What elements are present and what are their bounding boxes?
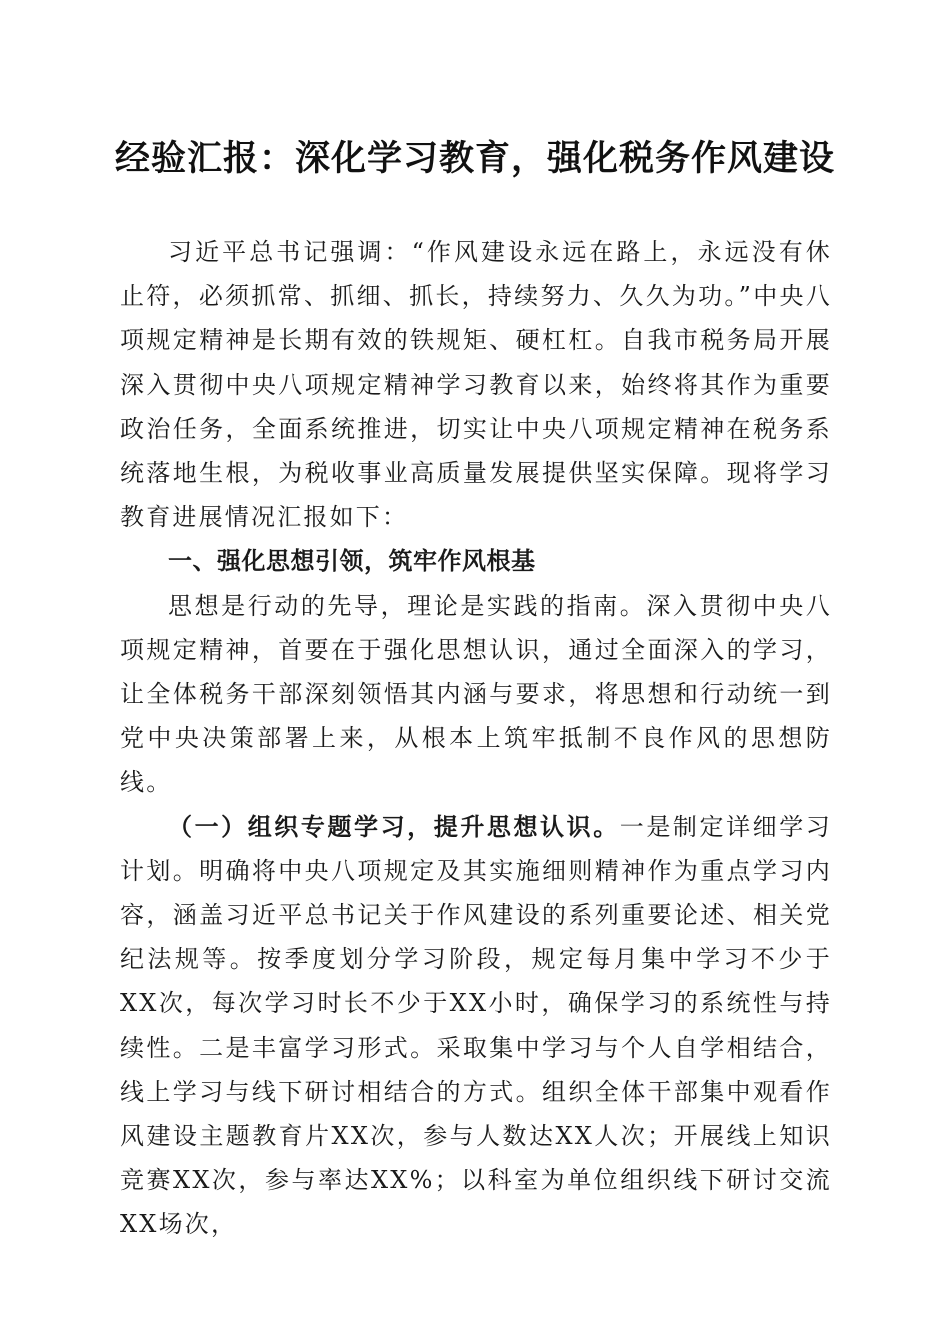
- intro-paragraph: 习近平总书记强调：“作风建设永远在路上，永远没有休止符，必须抓常、抓细、抓长，持续努力、久久为功。”中央八项规定精神是长期有效的铁规矩、硬杠杠。自我市税务局开展深入贯彻中央八项规定精神学习教育以来，始终将其作为重要政治任务，全面系统推进，切实让中央八项规定精神在税务系统落地生根，为税收事业高质量发展提供坚实保障。现将学习教育进展情况汇报如下：: [120, 238, 832, 532]
- document-body: [120, 230, 832, 1247]
- section-1-paragraph: 思想是行动的先导，理论是实践的指南。深入贯彻中央八项规定精神，首要在于强化思想认识，通过全面深入的学习，让全体税务干部深刻领悟其内涵与要求，将思想和行动统一到党中央决策部署上来，从根本上筑牢抵制不良作风的思想防线。: [120, 591, 832, 797]
- subsection-1-text: 一是制定详细学习计划。明确将中央八项规定及其实施细则精神作为重点学习内容，涵盖习近平总书记关于作风建设的系列重要论述、相关党纪法规等。按季度划分学习阶段，规定每月集中学习不少于XX次，每次学习时长不少于XX小时，确保学习的系统性与持续性。二是丰富学习形式。采取集中学习与个人自学相结合，线上学习与线下研讨相结合的方式。组织全体干部集中观看作风建设主题教育片XX次，参与人数达XX人次；开展线上知识竞赛XX次，参与率达XX%；以科室为单位组织线下研讨交流XX场次，: [120, 812, 832, 1239]
- document-title: 经验汇报：深化学习教育，强化税务作风建设: [114, 138, 835, 179]
- subsection-1-lead: （一）组织专题学习，提升思想认识。: [168, 811, 620, 841]
- section-heading-1: 一、强化思想引领，筑牢作风根基: [168, 547, 536, 576]
- subsection-1-paragraph: [120, 805, 832, 1247]
